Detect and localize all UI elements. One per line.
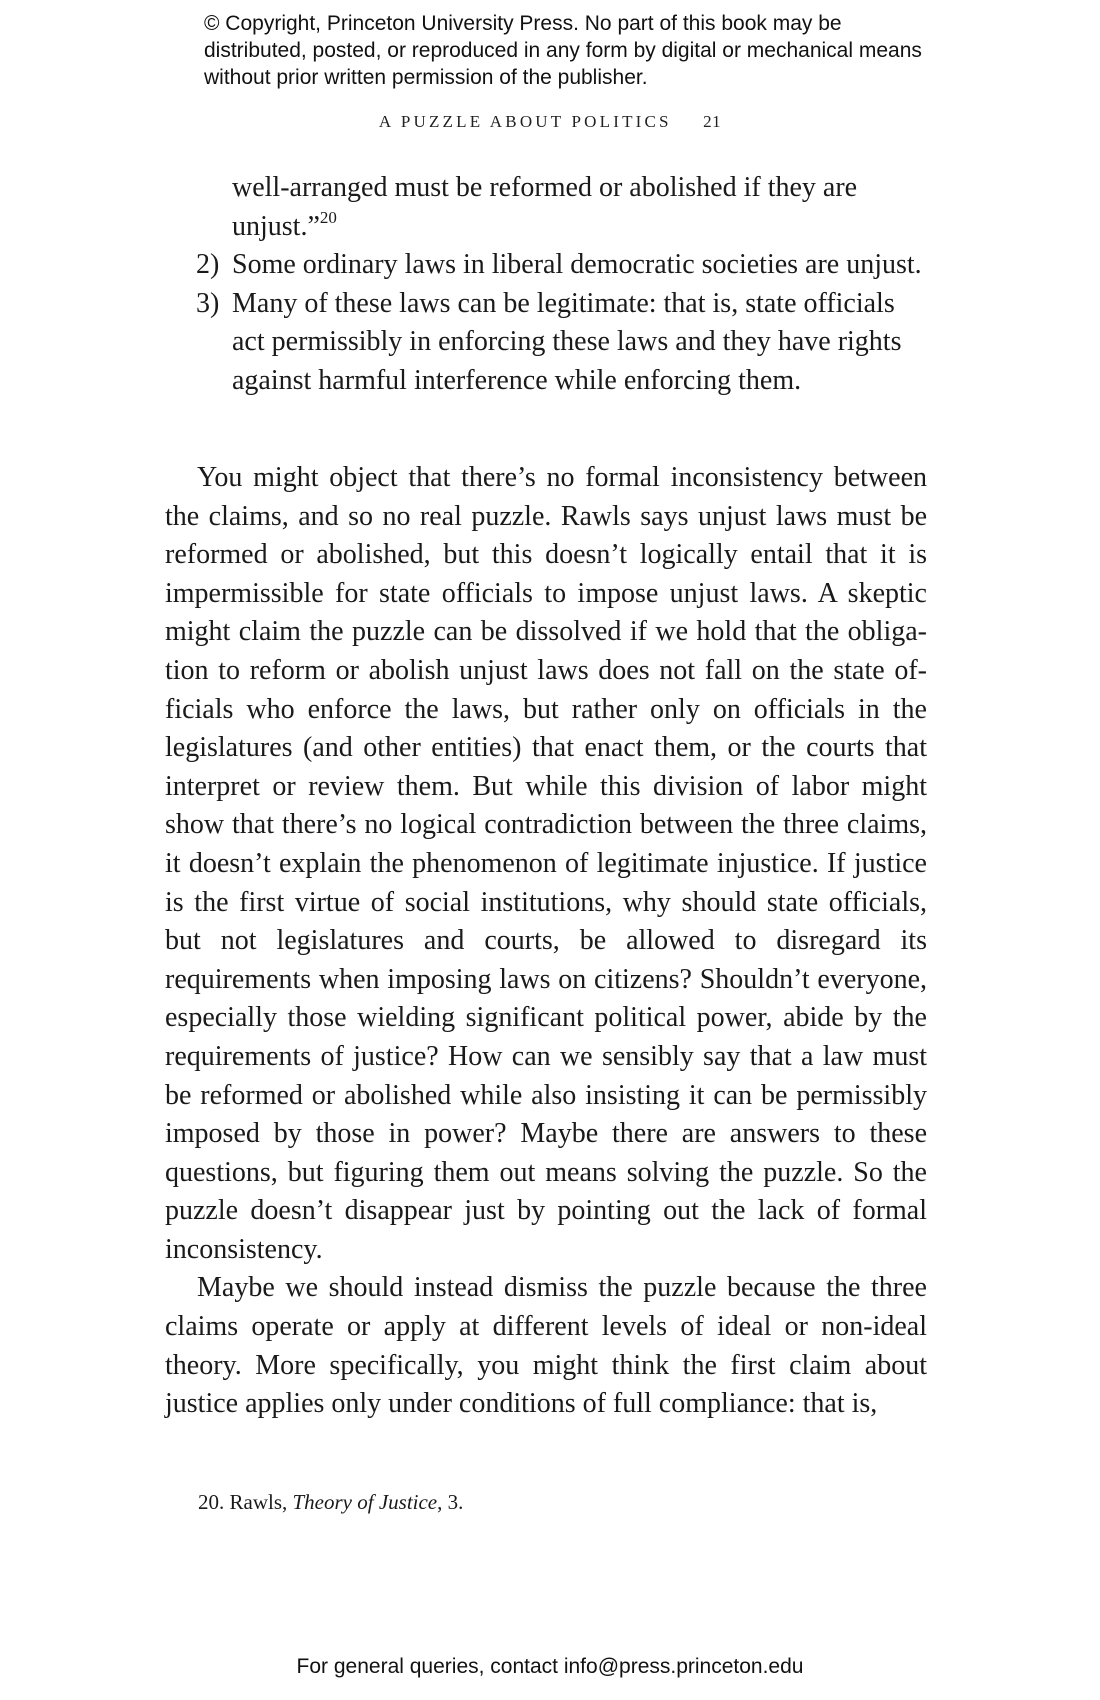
footnote-number: 20. xyxy=(198,1490,225,1514)
list-item-2 xyxy=(196,246,932,285)
footnote xyxy=(198,1488,898,1516)
list-item-text: well-arranged must be reformed or abolished if they are unjust.” xyxy=(232,172,858,242)
list-item-text: Some ordinary laws in liberal democratic societies are unjust. xyxy=(232,249,922,281)
list-item-number: 3) xyxy=(196,287,220,319)
copyright-notice: © Copyright, Princeton University Press. No part of this book may be distributed, posted, or reproduced in any form by digital or mechanical means without prior written permission of the publisher. xyxy=(204,12,922,89)
footnote-page: , 3. xyxy=(437,1490,464,1514)
list-item-text: Many of these laws can be legitimate: that is, state officials act permissibly in enforcing these laws and they have rights against harmful interference while enforcing them. xyxy=(232,287,902,396)
running-head xyxy=(0,112,1100,132)
paragraph-1: You might object that there’s no formal inconsistency between the claims, and so no real puzzle. Rawls says unjust laws must be reformed or abolished, but this doesn’t logically entail that it is impermissible for state officials to impose unjust laws. A skeptic might claim the puzzle can be dissolved if we hold that the obligation to reform or abolish unjust laws does not fall on the state officials who enforce the laws, but rather only on officials in the legislatures (and other entities) that enact them, or the courts that interpret or review them. But while this division of labor might show that there’s no logical contradiction between the three claims, it doesn’t explain the phenomenon of legitimate injustice. If justice is the first virtue of social institutions, why should state officials, but not legislatures and courts, be allowed to disregard its requirements when imposing laws on citizens? Shouldn’t everyone, especially those wielding significant political power, abide by the requirements of justice? How can we sensibly say that a law must be reformed or abolished while also insisting it can be permissibly imposed by those in power? Maybe there are answers to these questions, but figuring them out means solving the puzzle. So the puzzle doesn’t disappear just by pointing out the lack of formal inconsistency. xyxy=(165,462,927,1265)
footnote-author: Rawls, xyxy=(229,1490,288,1514)
running-head-title: A PUZZLE ABOUT POLITICS xyxy=(378,112,672,131)
list-item-3 xyxy=(196,285,932,401)
list-item-number: 2) xyxy=(196,249,220,281)
body-text xyxy=(165,459,927,1424)
footnote-reference: 20 xyxy=(319,207,337,227)
numbered-claims-list xyxy=(196,169,932,401)
page-number: 21 xyxy=(703,112,722,131)
footnote-title: Theory of Justice xyxy=(292,1490,438,1514)
list-item-1-continuation xyxy=(196,169,932,246)
paragraph-2: Maybe we should instead dismiss the puzzle because the three claims operate or apply at different levels of ideal or non-ideal theory. More specifically, you might think the first claim about justice applies only under conditions of full compliance: that is, xyxy=(165,1272,927,1420)
contact-line: For general queries, contact info@press.princeton.edu xyxy=(296,1655,804,1678)
